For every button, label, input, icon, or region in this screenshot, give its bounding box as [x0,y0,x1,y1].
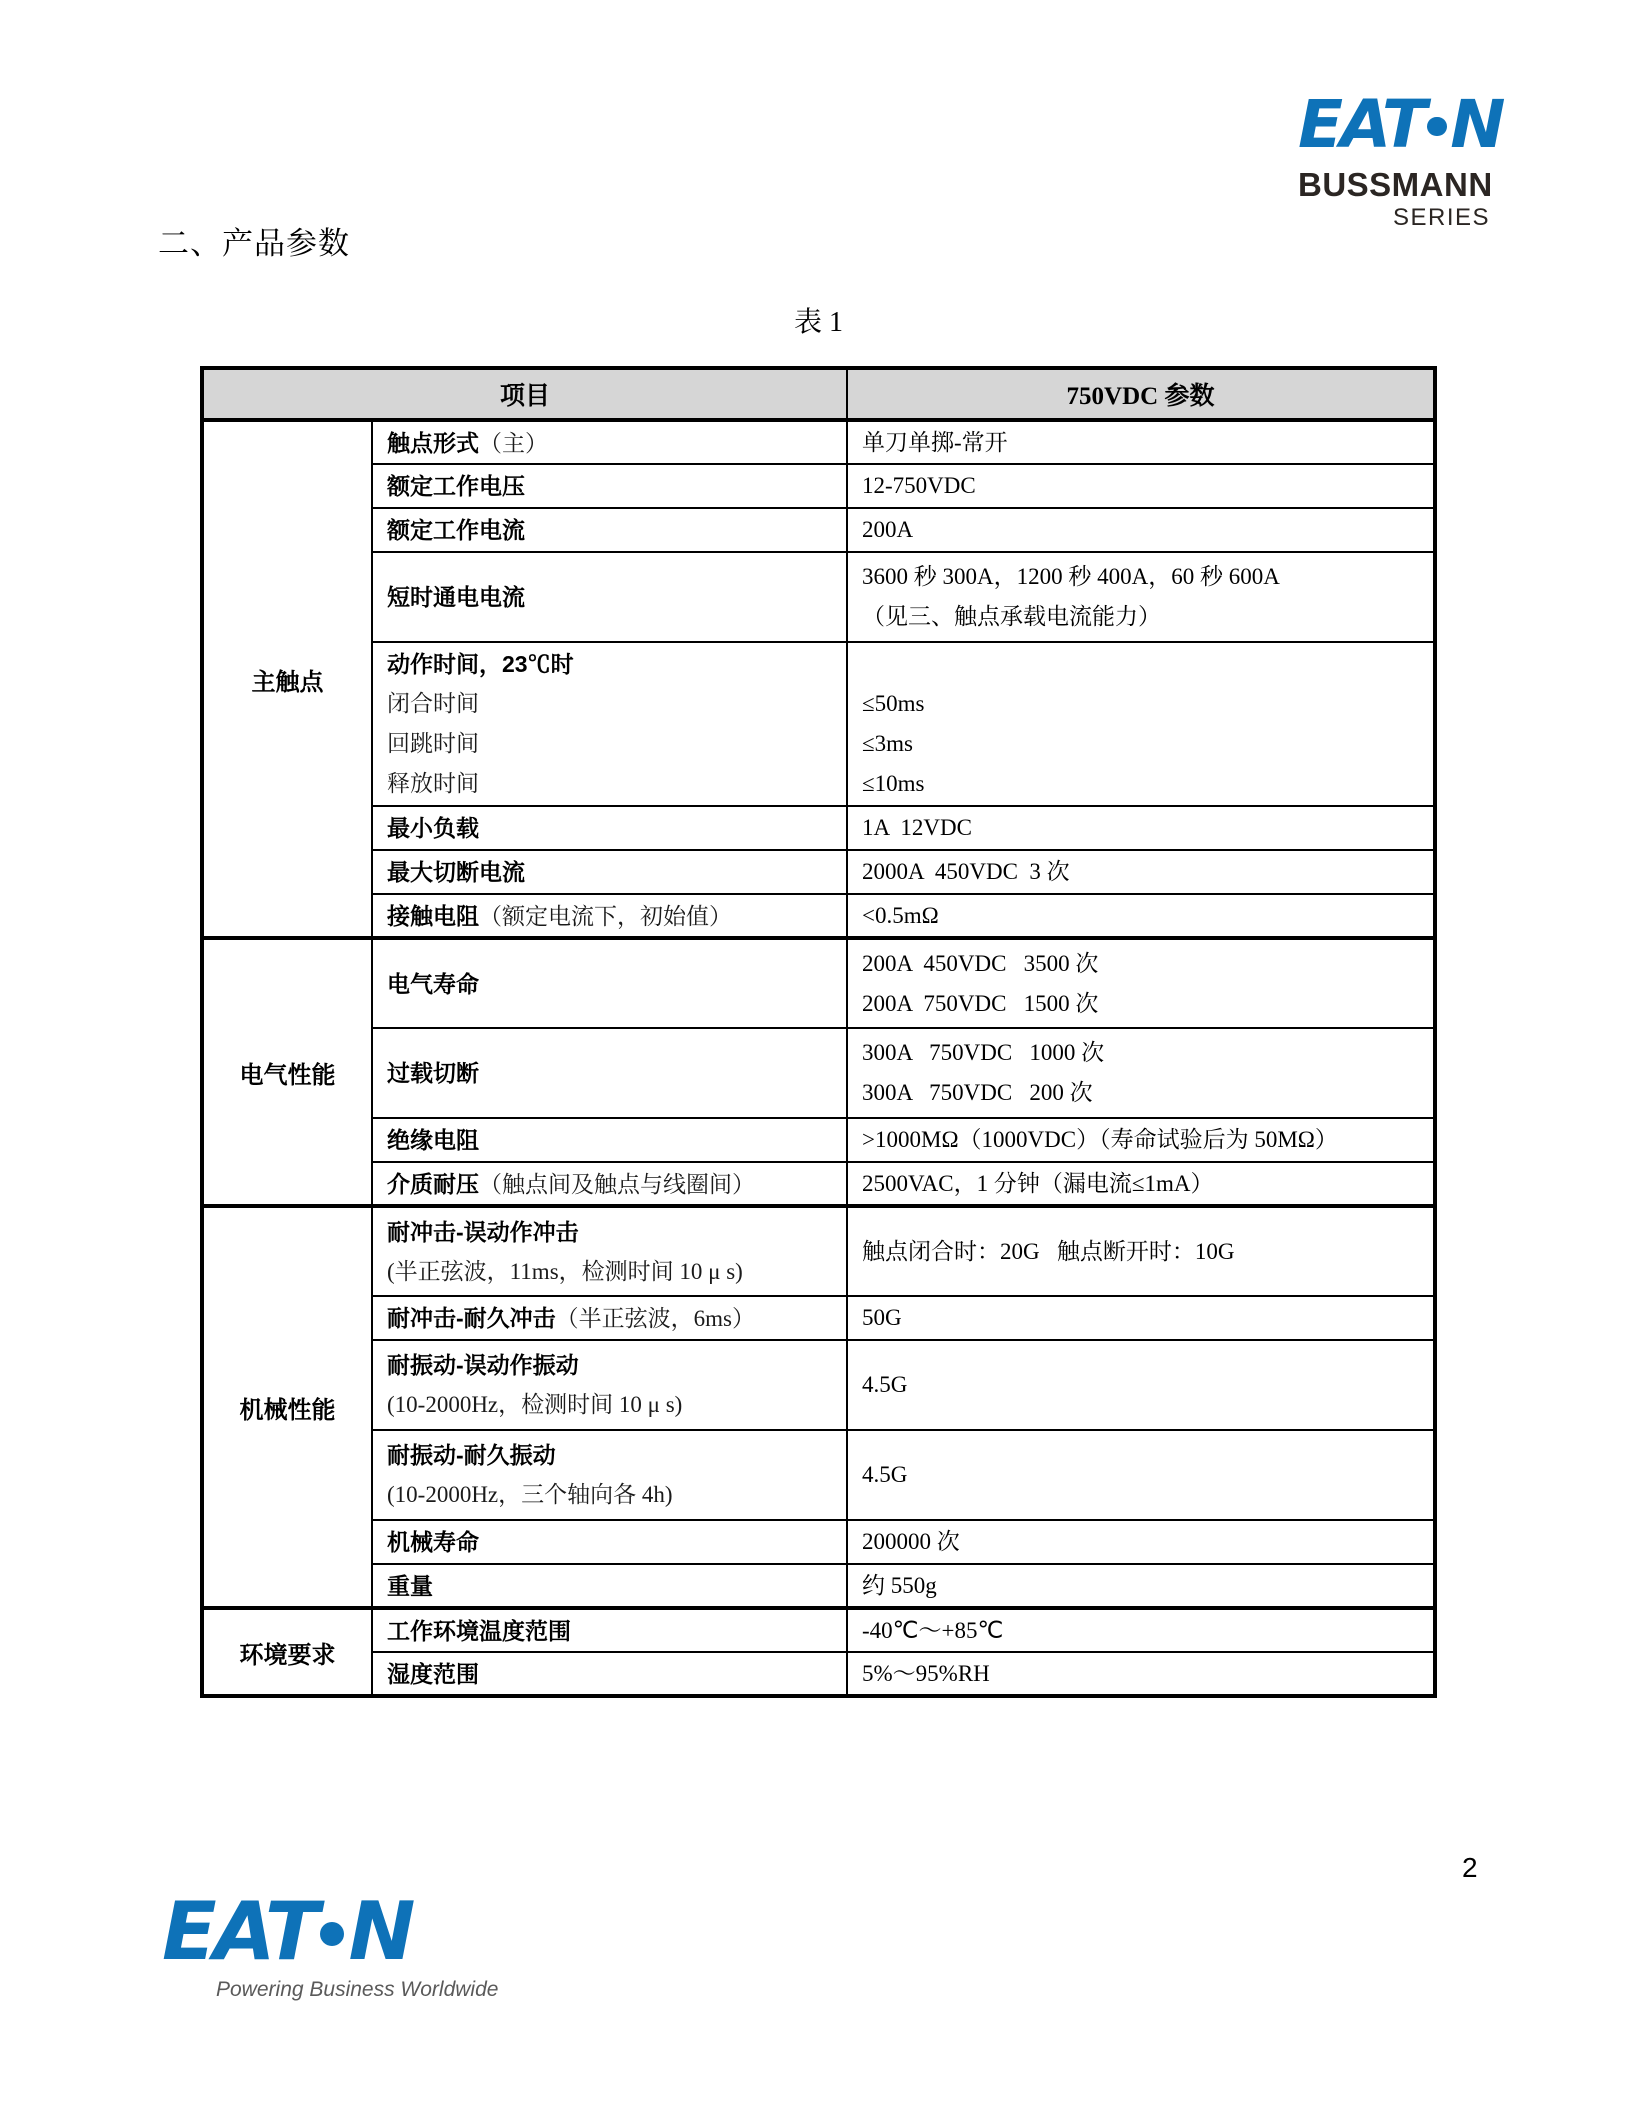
group-cell: 机械性能 [202,1206,372,1608]
eaton-wordmark-right: N [348,1885,413,1978]
item-cell: 短时通电电流 [372,552,847,642]
table-row [202,1162,1435,1206]
item-cell: 最大切断电流 [372,850,847,894]
table-row [202,1340,1435,1430]
value-cell: 200A [847,508,1435,552]
table-row [202,1206,1435,1296]
table-row [202,508,1435,552]
item-cell: 耐冲击-耐久冲击（半正弦波，6ms） [372,1296,847,1340]
item-cell: 重量 [372,1564,847,1608]
group-cell: 主触点 [202,420,372,938]
header-cell-item: 项目 [202,368,847,420]
value-cell: 约 550g [847,1564,1435,1608]
table-row [202,420,1435,464]
table-row [202,938,1435,1028]
value-cell: 1A 12VDC [847,806,1435,850]
value-cell: 2500VAC，1 分钟（漏电流≤1mA） [847,1162,1435,1206]
table-header-row [202,368,1435,420]
item-cell: 绝缘电阻 [372,1118,847,1162]
item-cell: 最小负载 [372,806,847,850]
value-cell: 4.5G [847,1430,1435,1520]
series-label: SERIES [1392,204,1490,231]
eaton-o-dot-icon [1427,117,1447,137]
table-row [202,1028,1435,1118]
table-row [202,642,1435,806]
item-cell: 湿度范围 [372,1652,847,1696]
item-cell: 过载切断 [372,1028,847,1118]
table-row [202,1564,1435,1608]
table-row [202,894,1435,938]
eaton-wordmark-right: N [1450,86,1503,163]
item-cell: 触点形式（主） [372,420,847,464]
value-cell: 4.5G [847,1340,1435,1430]
table-row [202,1652,1435,1696]
eaton-footer-logo [162,1885,499,2002]
item-cell: 介质耐压（触点间及触点与线圈间） [372,1162,847,1206]
value-cell: <0.5mΩ [847,894,1435,938]
value-cell: 3600 秒 300A，1200 秒 400A，60 秒 600A （见三、触点承载电流能力） [847,552,1435,642]
parameters-table-body [202,420,1435,1696]
table-caption: 表 1 [793,307,843,338]
item-cell: 额定工作电流 [372,508,847,552]
item-cell: 耐振动-误动作振动 (10-2000Hz，检测时间 10 μ s) [372,1340,847,1430]
eaton-wordmark [162,1885,498,1978]
value-cell: >1000MΩ（1000VDC）（寿命试验后为 50MΩ） [847,1118,1435,1162]
value-cell: 12-750VDC [847,464,1435,508]
table-row [202,1296,1435,1340]
item-cell: 接触电阻（额定电流下，初始值） [372,894,847,938]
group-cell: 环境要求 [202,1608,372,1696]
value-cell: 触点闭合时：20G 触点断开时：10G [847,1206,1435,1296]
item-cell: 工作环境温度范围 [372,1608,847,1652]
eaton-wordmark-left: EAT [162,1885,317,1978]
item-cell: 机械寿命 [372,1520,847,1564]
item-cell: 耐振动-耐久振动 (10-2000Hz，三个轴向各 4h) [372,1430,847,1520]
eaton-tagline: Powering Business Worldwide [216,1978,499,2001]
item-cell: 耐冲击-误动作冲击 (半正弦波，11ms，检测时间 10 μ s) [372,1206,847,1296]
table-row [202,806,1435,850]
value-cell: 200000 次 [847,1520,1435,1564]
item-cell: 额定工作电压 [372,464,847,508]
value-cell: 50G [847,1296,1435,1340]
value-cell: 5%～95%RH [847,1652,1435,1696]
table-row [202,552,1435,642]
parameters-table [200,366,1437,1698]
table-row [202,464,1435,508]
bussmann-label: BUSSMANN [1298,166,1493,203]
item-cell: 动作时间，23℃时 闭合时间 回跳时间 释放时间 [372,642,847,806]
eaton-o-dot-icon [320,1922,344,1946]
table-row [202,1118,1435,1162]
item-cell: 电气寿命 [372,938,847,1028]
value-cell: 单刀单掷-常开 [847,420,1435,464]
value-cell: ≤50ms ≤3ms ≤10ms [847,642,1435,806]
value-cell: 2000A 450VDC 3 次 [847,850,1435,894]
page-number: 2 [1462,1852,1478,1883]
section-heading: 二、产品参数 [158,226,350,261]
group-cell: 电气性能 [202,938,372,1206]
table-row [202,1430,1435,1520]
value-cell: 300A 750VDC 1000 次 300A 750VDC 200 次 [847,1028,1435,1118]
eaton-bussmann-logo [1298,86,1503,232]
value-cell: -40℃～+85℃ [847,1608,1435,1652]
value-cell: 200A 450VDC 3500 次 200A 750VDC 1500 次 [847,938,1435,1028]
eaton-wordmark [1298,86,1503,163]
header-cell-value: 750VDC 参数 [847,368,1435,420]
eaton-wordmark-left: EAT [1298,86,1424,163]
table-row [202,850,1435,894]
table-row [202,1608,1435,1652]
table-row [202,1520,1435,1564]
